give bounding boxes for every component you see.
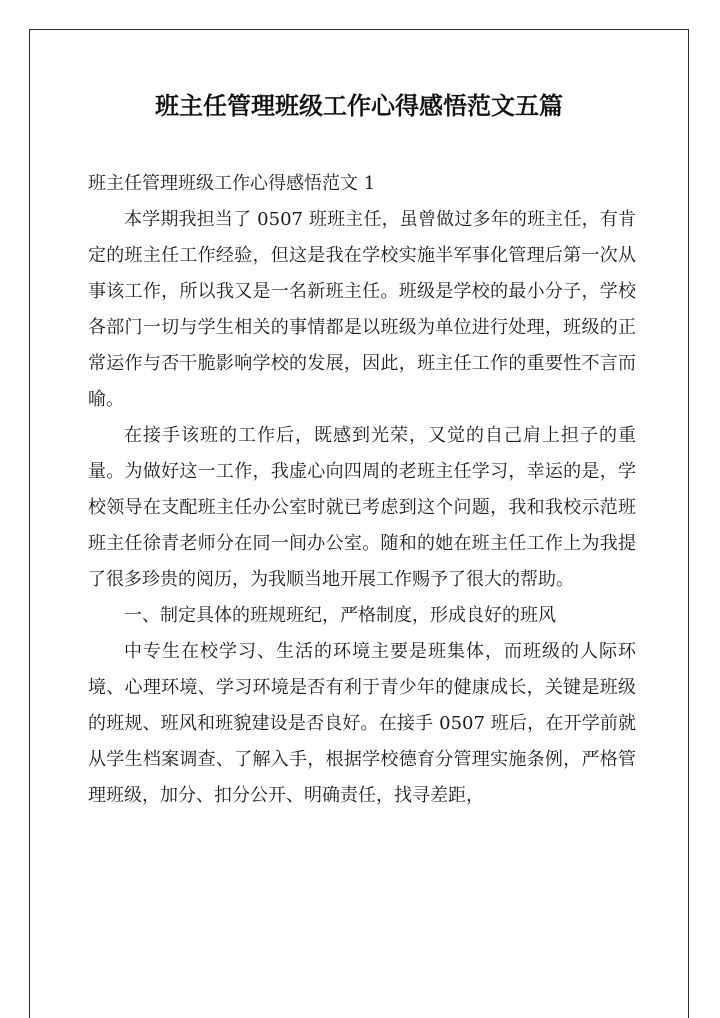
paragraph-2: 在接手该班的工作后，既感到光荣，又觉的自己肩上担子的重量。为做好这一工作，我虚心向四周的老班主任学习，幸运的是，学校领导在支配班主任办公室时就已考虑到这个问题，我和我校示范班班主任徐青老师分在同一间办公室。随和的她在班主任工作上为我提了很多珍贵的阅历，为我顺当地开展工作赐予了很大的帮助。: [88, 425, 636, 590]
section-point-1: 一、制定具体的班规班纪，严格制度，形成良好的班风: [124, 605, 556, 626]
document-title: 班主任管理班级工作心得感悟范文五篇: [155, 91, 563, 120]
paragraph-3: 中专生在校学习、生活的环境主要是班集体，而班级的人际环境、心理环境、学习环境是否有利于青少年的健康成长，关键是班级的班规、班风和班貌建设是否良好。在接手 0507 班后，在开学前就从学生档案调查、了解入手，根据学校德育分管理实施条例，严格管理班级，加分、扣分公开、明确责任，找寻差距，: [88, 641, 636, 806]
section-heading: 班主任管理班级工作心得感悟范文 1: [88, 173, 376, 194]
document-body: [88, 166, 636, 814]
paragraph-1: 本学期我担当了 0507 班班主任，虽曾做过多年的班主任，有肯定的班主任工作经验，但这是我在学校实施半军事化管理后第一次从事该工作，所以我又是一名新班主任。班级是学校的最小分子，学校各部门一切与学生相关的事情都是以班级为单位进行处理，班级的正常运作与否干脆影响学校的发展，因此，班主任工作的重要性不言而喻。: [88, 209, 636, 410]
